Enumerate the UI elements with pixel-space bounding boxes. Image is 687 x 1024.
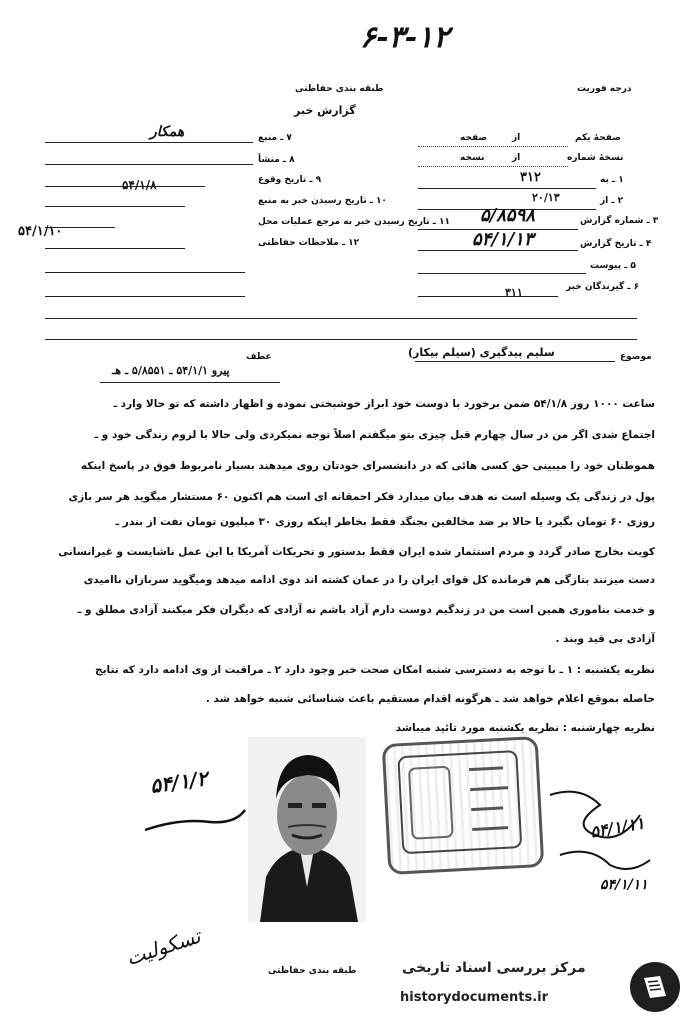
- document-number: ۶-۳-۱۲: [360, 20, 450, 55]
- person-photo: [248, 737, 366, 922]
- page-unit-label: صفحه: [460, 133, 488, 143]
- body-line: دست میزنند بتازگی هم فرمانده کل قوای ایران را در عمان کشته اند دوی ادامه میدهد ومیگوید سربازان ناامیدی: [83, 574, 655, 586]
- subject-label: موضوع: [620, 352, 652, 362]
- official-stamp: [382, 736, 545, 875]
- report-number-value: ۵/۸۵۹۸: [480, 205, 535, 226]
- body-line: پول در زندگی یک وسیله است نه هدف بیان میدارد فکر احمقانه ای است هم اکنون ۶۰ مستشار میگوید هر سر بازی: [68, 491, 655, 503]
- form-field-label: ۹ ـ تاریخ وقوع: [258, 175, 322, 185]
- annotation-label: عطف: [246, 352, 272, 362]
- signature-underline-left: [140, 800, 250, 840]
- priority-label: درجه فوریت: [577, 84, 632, 94]
- body-line: نظریه یکشنبه : ۱ ـ با توجه به دسترسی شنبه امکان صحت خبر وجود دارد ۲ ـ مراقبت از وی ادامه دارد که نتایج: [95, 664, 655, 676]
- form-field-label: ۷ ـ منبع: [258, 133, 292, 143]
- form-field-label: صفحهٔ یکم: [575, 133, 621, 143]
- body-line: کویت بخارج صادر گردد و مردم استثمار شده ایران فقط بدستور و تحریکات آمریکا با این عمل ناشایست و غیرانسانی: [58, 546, 655, 558]
- body-line: و خدمت بناموری همین است من در زندگیم دوست دارم آزاد باشم نه آزادی که دیگران فکر میکنند آزادی مطلق و ـ: [77, 604, 655, 616]
- form-field-value: ۵۴/۱/۱۰: [18, 224, 63, 239]
- form-field-label: ۳ ـ شماره گزارش: [580, 216, 659, 226]
- form-field-label: ۱۱ ـ تاریخ رسیدن خبر به مرجع عملیات محل: [258, 217, 450, 227]
- form-field-label: ۱۲ ـ ملاحظات حفاظتی: [258, 238, 360, 248]
- form-field-label: ۱ ـ به: [600, 175, 624, 185]
- body-line: روزی ۶۰ تومان بگیرد یا حالا بر ضد مخالفین بجنگد فقط بخاطر اینکه روزی ۳۰ میلیون تومان نفت از بندر ـ: [115, 516, 655, 528]
- body-line: نظریه چهارشنبه : نظریه یکشنبه مورد تائید میباشد: [395, 722, 655, 734]
- form-field-label: ۵ ـ پیوست: [590, 261, 636, 271]
- copy-of-label: از: [512, 153, 521, 163]
- signature-left-bottom: تسکولیت: [123, 923, 204, 971]
- form-field-label: ۲ ـ از: [600, 196, 624, 206]
- form-field-value: ۳۱۱: [505, 286, 523, 299]
- signature-left-top: ۵۴/۱/۲: [148, 766, 209, 798]
- archive-logo: [630, 962, 680, 1012]
- form-field-label: ۴ ـ تاریخ گزارش: [580, 239, 652, 249]
- subject-text: سلیم پیدگیری (سیلم بیکار): [408, 346, 555, 359]
- body-line: اجتماع شدی اگر من در سال چهارم قبل چیزی بتو میگفتم اصلاً توجه نمیکردی ولی حالا با لزوم زندگی خود و ـ: [94, 429, 655, 441]
- form-field-label: ۶ ـ گیرندگان خبر: [566, 282, 640, 292]
- copy-unit-label: نسخه: [460, 153, 485, 163]
- watermark-url: historydocuments.ir: [400, 990, 549, 1005]
- form-field-value: همکار: [150, 124, 185, 140]
- watermark-org: مرکز بررسی اسناد تاریخی: [402, 960, 586, 976]
- body-line: حاصله بموقع اعلام خواهد شد ـ هرگونه اقدام مستقیم باعث شناسائی شنبه خواهد شد .: [205, 693, 655, 705]
- body-line: آزادی بی قید وبند .: [555, 633, 655, 645]
- form-field-value: ۲۰/۱۳: [532, 191, 560, 204]
- classification-footer: طبقه بندی حفاظتی: [268, 966, 357, 976]
- classification-header: طبقه بندی حفاظتی: [295, 84, 384, 94]
- page-of-label: از: [512, 133, 521, 143]
- form-field-value: ۵۴/۱/۸: [122, 178, 157, 192]
- form-field-label: ۸ ـ منشأ: [258, 155, 295, 165]
- form-field-label: نسخهٔ شماره: [567, 153, 624, 163]
- form-field-value: ۳۱۲: [520, 170, 541, 185]
- signature-right-number: ۵۴/۱/۱۱: [600, 877, 648, 893]
- report-date-value: ۵۴/۱/۱۳: [472, 229, 534, 250]
- form-field-label: ۱۰ ـ تاریخ رسیدن خبر به منبع: [258, 196, 387, 206]
- annotation-value: پیرو ۵۴/۱/۱ ـ ۵/۸۵۵۱ ـ هـ: [112, 364, 230, 377]
- signature-right-date: ۵۴/۱/۱۱: [588, 813, 646, 842]
- body-line: ساعت ۱۰۰۰ روز ۵۴/۱/۸ ضمن برخورد با دوست خود ابراز خوشبختی نموده و اظهار داشته که تو حالا وارد ـ: [113, 398, 655, 410]
- body-line: هموطنان خود را میبینی حق کسی هائی که در دانشسرای خودتان روی میدهند بسیار نامربوط فوق در پاسخ اینکه: [80, 460, 655, 472]
- report-title: گزارش خبر: [294, 104, 356, 117]
